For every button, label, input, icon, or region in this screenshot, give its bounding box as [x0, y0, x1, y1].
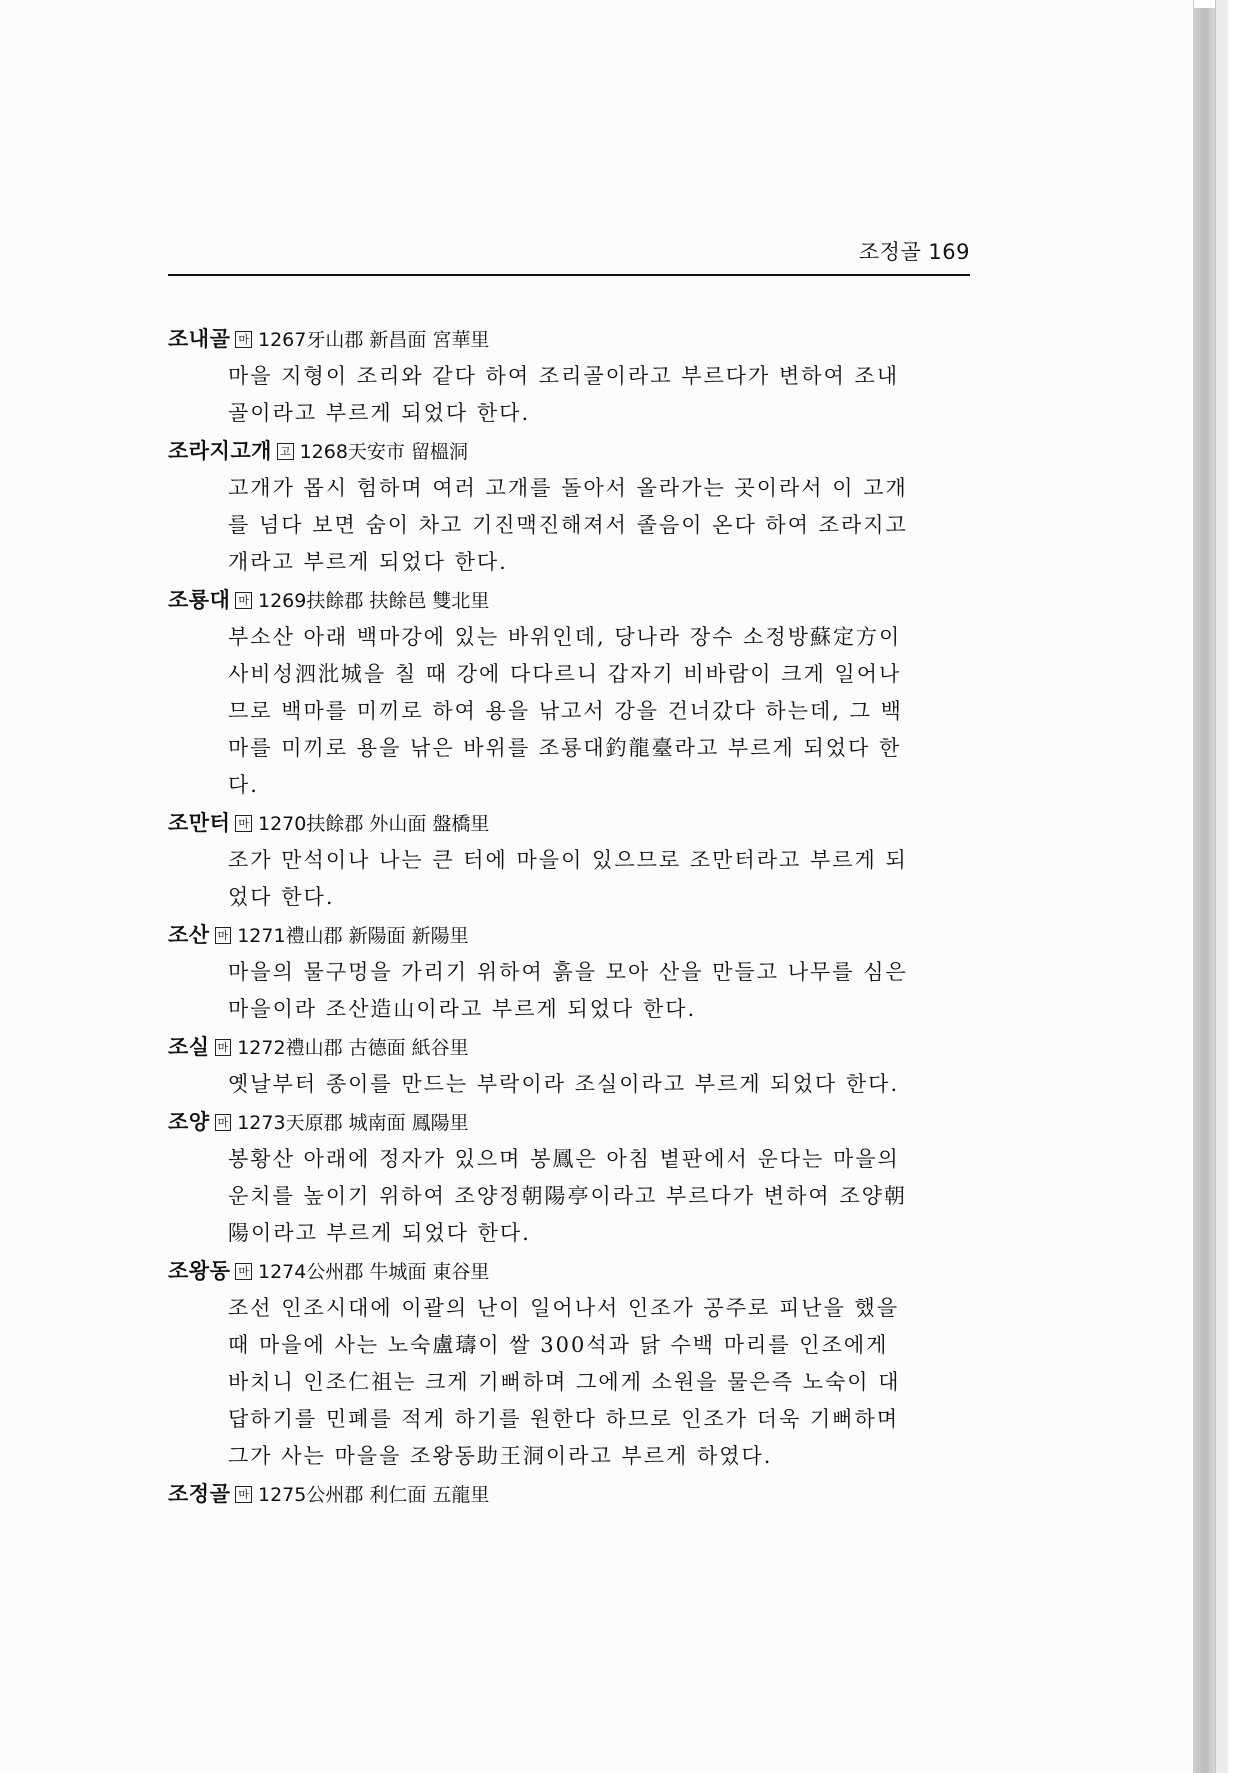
category-code-box: 마	[215, 1114, 232, 1131]
description-line: 바치니 인조仁祖는 크게 기뻐하며 그에게 소원을 물은즉 노숙이 대	[228, 1370, 901, 1394]
entry-description	[228, 954, 980, 1028]
entry-name: 조만터	[168, 811, 231, 835]
entry-heading	[168, 1028, 980, 1066]
entry-name: 조양	[168, 1110, 210, 1134]
entry-heading	[168, 1103, 980, 1141]
entry-description	[228, 1141, 980, 1252]
entry-heading	[168, 432, 980, 470]
entry-reference: 1270扶餘郡 外山面 盤橋里	[258, 813, 490, 835]
entry-reference: 1269扶餘郡 扶餘邑 雙北里	[258, 590, 490, 612]
entry-reference: 1271禮山郡 新陽面 新陽里	[237, 925, 469, 947]
description-line: 고개가 몹시 험하며 여러 고개를 돌아서 올라가는 곳이라서 이 고개	[228, 476, 908, 500]
category-code-box: 마	[235, 815, 252, 832]
description-line: 옛날부터 종이를 만드는 부락이라 조실이라고 부르게 되었다 한다.	[228, 1072, 900, 1096]
description-line: 조가 만석이나 나는 큰 터에 마을이 있으므로 조만터라고 부르게 되	[228, 848, 908, 872]
entry-heading	[168, 1475, 980, 1513]
entry-heading	[168, 804, 980, 842]
entry-reference: 1272禮山郡 古德面 紙谷里	[237, 1037, 469, 1059]
entry-reference: 1267牙山郡 新昌面 宮華里	[258, 329, 490, 351]
entry-heading	[168, 916, 980, 954]
category-code-box: 마	[235, 331, 252, 348]
category-code-box: 마	[215, 1039, 232, 1056]
entry-name: 조실	[168, 1035, 210, 1059]
page-edge-shadow	[1193, 8, 1215, 1773]
entry-description	[228, 358, 980, 432]
description-line: 개라고 부르게 되었다 한다.	[228, 550, 508, 574]
description-line: 운치를 높이기 위하여 조양정朝陽亭이라고 부르다가 변하여 조양朝	[228, 1184, 907, 1208]
description-line: 므로 백마를 미끼로 하여 용을 낚고서 강을 건너갔다 하는데, 그 백	[228, 699, 903, 723]
description-line: 다.	[228, 773, 259, 797]
entry-name: 조룡대	[168, 588, 231, 612]
category-code-box: 마	[235, 1263, 252, 1280]
description-line: 마을의 물구멍을 가리기 위하여 흙을 모아 산을 만들고 나무를 심은	[228, 960, 908, 984]
entry-description	[228, 1290, 980, 1475]
entry-reference: 1274公州郡 牛城面 東谷里	[258, 1261, 490, 1283]
description-line: 봉황산 아래에 정자가 있으며 봉鳳은 아침 볕판에서 운다는 마을의	[228, 1147, 900, 1171]
entry-reference: 1275公州郡 利仁面 五龍里	[258, 1484, 490, 1506]
description-line: 그가 사는 마을을 조왕동助王洞이라고 부르게 하였다.	[228, 1444, 773, 1468]
entry-heading	[168, 1252, 980, 1290]
category-code-box: 마	[215, 927, 232, 944]
entry-description	[228, 619, 980, 804]
category-code-box: 마	[235, 592, 252, 609]
category-code-box: 마	[235, 1486, 252, 1503]
description-line: 를 넘다 보면 숨이 차고 기진맥진해져서 졸음이 온다 하여 조라지고	[228, 513, 908, 537]
entry-name: 조라지고개	[168, 439, 272, 463]
page-edge	[1215, 0, 1228, 1773]
entry-reference: 1268天安市 留榲洞	[299, 441, 468, 463]
category-code-box: 고	[277, 443, 294, 460]
description-line: 마을 지형이 조리와 같다 하여 조리골이라고 부르다가 변하여 조내	[228, 364, 900, 388]
page-header	[168, 234, 970, 276]
description-line: 조선 인조시대에 이괄의 난이 일어나서 인조가 공주로 피난을 했을	[228, 1296, 900, 1320]
description-line: 마를 미끼로 용을 낚은 바위를 조룡대釣龍臺라고 부르게 되었다 한	[228, 736, 902, 760]
description-line: 었다 한다.	[228, 885, 335, 909]
entry-heading	[168, 581, 980, 619]
entry-name: 조왕동	[168, 1259, 231, 1283]
entry-list	[168, 320, 980, 1513]
entry-name: 조정골	[168, 1482, 231, 1506]
entry-heading	[168, 320, 980, 358]
description-line: 마을이라 조산造山이라고 부르게 되었다 한다.	[228, 997, 697, 1021]
description-line: 때 마을에 사는 노숙盧璹이 쌀 300석과 닭 수백 마리를 인조에게	[228, 1333, 889, 1357]
entry-description	[228, 470, 980, 581]
description-line: 골이라고 부르게 되었다 한다.	[228, 401, 531, 425]
entry-reference: 1273天原郡 城南面 鳳陽里	[237, 1112, 469, 1134]
entry-name: 조산	[168, 923, 210, 947]
description-line: 답하기를 민폐를 적게 하기를 원한다 하므로 인조가 더욱 기뻐하며	[228, 1407, 900, 1431]
entry-name: 조내골	[168, 327, 231, 351]
entry-description	[228, 842, 980, 916]
description-line: 사비성泗沘城을 칠 때 강에 다다르니 갑자기 비바람이 크게 일어나	[228, 662, 902, 686]
running-head: 조정골 169	[858, 240, 970, 264]
description-line: 부소산 아래 백마강에 있는 바위인데, 당나라 장수 소정방蘇定方이	[228, 625, 902, 649]
entry-description	[228, 1066, 980, 1103]
description-line: 陽이라고 부르게 되었다 한다.	[228, 1221, 531, 1245]
